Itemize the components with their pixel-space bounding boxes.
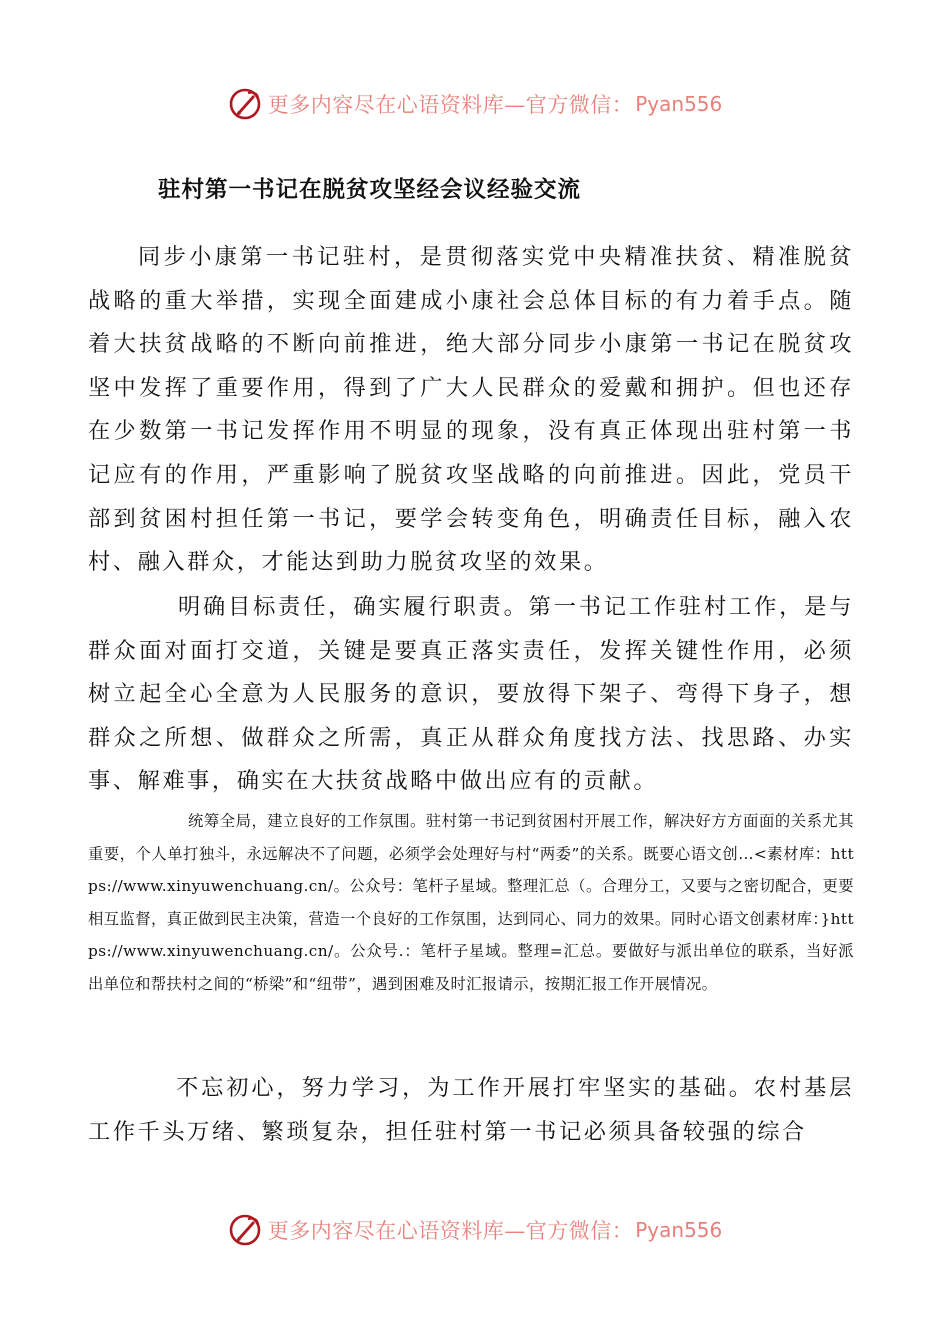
document-title: 驻村第一书记在脱贫攻坚经会议经验交流 xyxy=(158,177,582,203)
quill-pen-icon xyxy=(228,87,262,121)
paragraph-overall-planning: 统筹全局，建立良好的工作氛围。驻村第一书记到贫困村开展工作，解决好方方面面的关系尤其重要，个人单打独斗，永远解决不了问题，必须学会处理好与村“两委”的关系。既要心语文创…<素材库：https://www.xinyuwenchuang.cn/。公众号：笔杆子星域。整理汇总（。合理分工，又要与之密切配合，更要相互监督，真正做到民主决策，营造一个良好的工作氛围，达到同心、同力的效果。同时心语文创素材库：}https://www.xinyuwenchuang.cn/。公众号.：笔杆子星域。整理=汇总。要做好与派出单位的联系，当好派出单位和帮扶村之间的“桥梁”和“纽带”，遇到困难及时汇报请示，按期汇报工作开展情况。 xyxy=(88,812,854,993)
paragraph-responsibility: 明确目标责任，确实履行职责。第一书记工作驻村工作，是与群众面对面打交道，关键是要真正落实责任，发挥关键性作用，必须树立起全心全意为人民服务的意识，要放得下架子、弯得下身子，想群众之所想、做群众之所需，真正从群众角度找方法、找思路、办实事、解难事，确实在大扶贫战略中做出应有的贡献。 xyxy=(88,594,854,795)
paragraph-intro: 同步小康第一书记驻村，是贯彻落实党中央精准扶贫、精准脱贫战略的重大举措，实现全面建成小康社会总体目标的有力着手点。随着大扶贫战略的不断向前推进，绝大部分同步小康第一书记在脱贫攻坚中发挥了重要作用，得到了广大人民群众的爱戴和拥护。但也还存在少数第一书记发挥作用不明显的现象，没有真正体现出驻村第一书记应有的作用，严重影响了脱贫攻坚战略的向前推进。因此，党员干部到贫困村担任第一书记，要学会转变角色，明确责任目标，融入农村、融入群众，才能达到助力脱贫攻坚的效果。 xyxy=(88,244,854,576)
watermark-wechat-id: Pyan556 xyxy=(635,1218,723,1242)
paragraph-original-aspiration: 不忘初心，努力学习，为工作开展打牢坚实的基础。农村基层工作千头万绪、繁琐复杂，担任驻村第一书记必须具备较强的综合 xyxy=(88,1075,854,1145)
watermark-wechat-id: Pyan556 xyxy=(635,92,723,116)
watermark-text: 更多内容尽在心语资料库—官方微信： xyxy=(267,1219,634,1243)
watermark-text: 更多内容尽在心语资料库—官方微信： xyxy=(267,93,634,117)
watermark-banner-bottom xyxy=(0,1210,950,1250)
watermark-banner-top xyxy=(0,84,950,124)
quill-pen-icon xyxy=(228,1213,262,1247)
